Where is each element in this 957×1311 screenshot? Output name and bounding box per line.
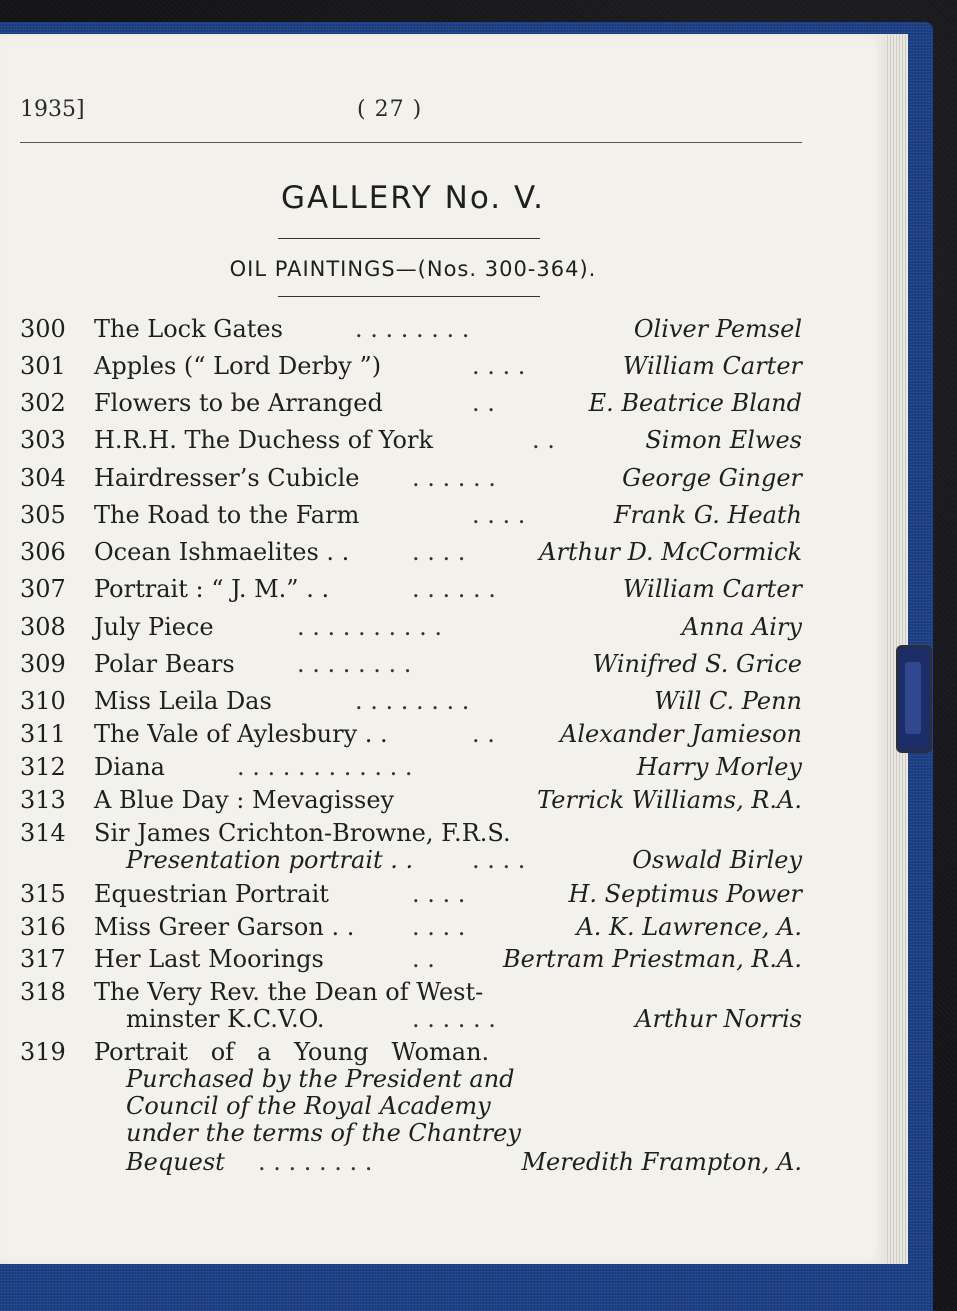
list-item	[0, 1145, 957, 1179]
list-item	[0, 535, 957, 569]
entry-number: 316	[20, 913, 66, 941]
entry-artist: E. Beatrice Bland	[588, 389, 802, 417]
leader-dots: . . . . . .	[412, 1005, 496, 1033]
list-item	[0, 312, 957, 346]
leader-dots: . . . .	[472, 352, 526, 380]
list-item	[0, 572, 957, 606]
entry-number: 300	[20, 315, 66, 343]
entry-title: July Piece	[94, 613, 214, 641]
list-item	[0, 1002, 957, 1036]
entry-artist: Winifred S. Grice	[592, 650, 802, 678]
entry-artist: A. K. Lawrence, A.	[576, 913, 802, 941]
list-item	[0, 942, 957, 976]
entry-number: 314	[20, 819, 66, 847]
entry-number: 318	[20, 978, 66, 1006]
leader-dots: . . . . . .	[412, 575, 496, 603]
entry-title: Polar Bears	[94, 650, 235, 678]
entry-number: 301	[20, 352, 66, 380]
entry-number: 302	[20, 389, 66, 417]
entry-title: Sir James Crichton-Browne, F.R.S.	[94, 819, 511, 847]
page-number: ( 27 )	[357, 97, 423, 122]
entry-number: 309	[20, 650, 66, 678]
leader-dots: . . . .	[412, 538, 466, 566]
entry-title: Miss Greer Garson . .	[94, 913, 355, 941]
entry-number: 305	[20, 501, 66, 529]
list-item	[0, 684, 957, 718]
entry-artist: William Carter	[622, 352, 802, 380]
entry-title: Diana	[94, 753, 165, 781]
entry-number: 319	[20, 1038, 66, 1066]
leader-dots: . . . . . . . .	[297, 650, 412, 678]
entry-artist: Meredith Frampton, A.	[521, 1148, 802, 1176]
list-item	[0, 877, 957, 911]
leader-dots: . . . . . . . .	[355, 315, 470, 343]
leader-dots: . . . . . . . .	[258, 1148, 373, 1176]
list-item	[0, 750, 957, 784]
leader-dots: . . . .	[412, 913, 466, 941]
section-subtitle: OIL PAINTINGS—(Nos. 300-364).	[229, 257, 597, 281]
list-item	[0, 349, 957, 383]
entry-number: 311	[20, 720, 66, 748]
entry-number: 308	[20, 613, 66, 641]
leader-dots: . .	[472, 389, 495, 417]
entry-number: 310	[20, 687, 66, 715]
entry-title: Portrait : “ J. M.” . .	[94, 575, 330, 603]
entry-artist: Oswald Birley	[632, 846, 802, 874]
entry-title: Portrait of a Young Woman.	[94, 1038, 490, 1066]
entry-title: Hairdresser’s Cubicle	[94, 464, 360, 492]
entry-artist: Harry Morley	[636, 753, 802, 781]
entry-number: 307	[20, 575, 66, 603]
entry-artist: Terrick Williams, R.A.	[537, 786, 802, 814]
entry-number: 304	[20, 464, 66, 492]
entry-artist: Simon Elwes	[645, 426, 802, 454]
entry-number: 306	[20, 538, 66, 566]
gallery-title: GALLERY No. V.	[280, 180, 546, 216]
list-item	[0, 910, 957, 944]
entry-title: under the terms of the Chantrey	[126, 1119, 521, 1147]
list-item	[0, 610, 957, 644]
list-item	[0, 843, 957, 877]
entry-artist: H. Septimus Power	[568, 880, 802, 908]
entry-number: 315	[20, 880, 66, 908]
leader-dots: . . . . . . . .	[355, 687, 470, 715]
entry-artist: Alexander Jamieson	[560, 720, 802, 748]
list-item	[0, 423, 957, 457]
entry-number: 313	[20, 786, 66, 814]
leader-dots: . . . .	[472, 846, 526, 874]
entry-artist: Anna Airy	[681, 613, 802, 641]
leader-dots: . . . .	[412, 880, 466, 908]
entry-title: H.R.H. The Duchess of York	[94, 426, 433, 454]
entry-title: Council of the Royal Academy	[126, 1092, 491, 1120]
leader-dots: . . . . . .	[412, 464, 496, 492]
entry-title: Equestrian Portrait	[94, 880, 329, 908]
entry-title: Flowers to be Arranged	[94, 389, 383, 417]
list-item	[0, 783, 957, 817]
list-item	[0, 386, 957, 420]
leader-dots: . .	[532, 426, 555, 454]
entry-title: The Lock Gates	[94, 315, 283, 343]
entry-title: Ocean Ishmaelites . .	[94, 538, 350, 566]
entry-artist: Will C. Penn	[654, 687, 802, 715]
entry-artist: George Ginger	[622, 464, 802, 492]
entry-number: 303	[20, 426, 66, 454]
leader-dots: . .	[412, 945, 435, 973]
leader-dots: . .	[472, 720, 495, 748]
entry-title: Her Last Moorings	[94, 945, 324, 973]
entry-artist: Oliver Pemsel	[633, 315, 802, 343]
entry-title: minster K.C.V.O.	[126, 1005, 325, 1033]
entry-artist: Arthur Norris	[635, 1005, 802, 1033]
entry-title: Miss Leila Das	[94, 687, 272, 715]
entry-title: Purchased by the President and	[126, 1065, 515, 1093]
entry-title: The Very Rev. the Dean of West-	[94, 978, 484, 1006]
entry-title: The Road to the Farm	[94, 501, 360, 529]
list-item	[0, 717, 957, 751]
list-item	[0, 461, 957, 495]
entry-artist: Bertram Priestman, R.A.	[502, 945, 802, 973]
entry-title: The Vale of Aylesbury . .	[94, 720, 388, 748]
entry-title: Apples (“ Lord Derby ”)	[94, 352, 382, 380]
entry-artist: Frank G. Heath	[613, 501, 802, 529]
entry-title: Presentation portrait . .	[126, 846, 414, 874]
leader-dots: . . . .	[472, 501, 526, 529]
entry-title: Bequest	[126, 1148, 225, 1176]
entry-title: A Blue Day : Mevagissey	[94, 786, 395, 814]
entry-number: 312	[20, 753, 66, 781]
list-item	[0, 498, 957, 532]
list-item	[0, 647, 957, 681]
entry-artist: William Carter	[622, 575, 802, 603]
entry-artist: Arthur D. McCormick	[539, 538, 802, 566]
header-year: 1935]	[20, 97, 85, 122]
entry-number: 317	[20, 945, 66, 973]
leader-dots: . . . . . . . . . . . .	[237, 753, 413, 781]
leader-dots: . . . . . . . . . .	[297, 613, 442, 641]
